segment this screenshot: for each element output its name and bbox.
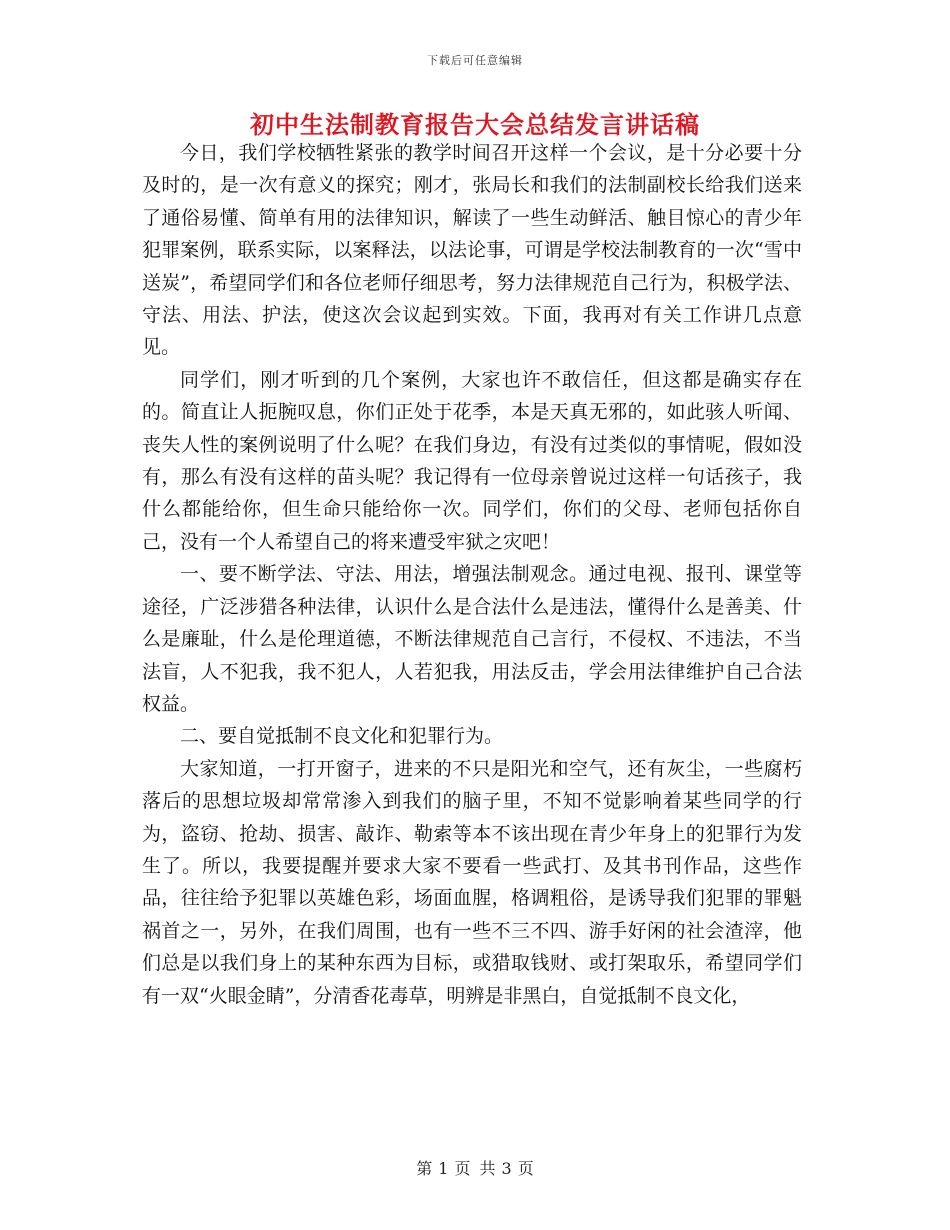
paragraph-4: 二、要自觉抵制不良文化和犯罪行为。 bbox=[180, 725, 504, 748]
paragraph-5: 大家知道，一打开窗子，进来的不只是阳光和空气，还有灰尘，一些腐朽落后的思想垃圾却常常渗入到我们的脑子里，不知不觉影响着某些同学的行为，盗窃、抢劫、损害、敲诈、勒索等本不该出现在青少年身上的犯罪行为发生了。所以，我要提醒并要求大家不要看一些武打、及其书刊作品，这些作品，往往给予犯罪以英雄色彩，场面血腥，格调粗俗，是诱导我们犯罪的罪魁祸首之一，另外，在我们周围，也有一些不三不四、游手好闲的社会渣滓，他们总是以我们身上的某种东西为目标，或猎取钱财、或打架取乐，希望同学们有一双“火眼金睛”，分清香花毒草，明辨是非黑白，自觉抵制不良文化， bbox=[142, 757, 802, 1007]
paragraph-3: 一、要不断学法、守法、用法，增强法制观念。通过电视、报刊、课堂等途径，广泛涉猎各种法律，认识什么是合法什么是违法，懂得什么是善美、什么是廉耻，什么是伦理道德，不断法律规范自己言行，不侵权、不违法，不当法盲，人不犯我，我不犯人，人若犯我，用法反击，学会用法律维护自己合法权益。 bbox=[142, 563, 802, 715]
document-title: 初中生法制教育报告大会总结发言讲话稿 bbox=[250, 110, 700, 139]
page-current: 1 bbox=[438, 1159, 449, 1178]
header-note: 下载后可任意编辑 bbox=[427, 54, 523, 67]
paragraph-2: 同学们，刚才听到的几个案例，大家也许不敢信任，但这都是确实存在的。简直让人扼腕叹息，你们正处于花季，本是天真无邪的，如此骇人听闻、丧失人性的案例说明了什么呢？在我们身边，有没有过类似的事情呢，假如没有，那么有没有这样的苗头呢？我记得有一位母亲曾说过这样一句话孩子，我什么都能给你，但生命只能给你一次。同学们，你们的父母、老师包括你自己，没有一个人希望自己的将来遭受牢狱之灾吧！ bbox=[142, 368, 802, 553]
document-body bbox=[142, 137, 802, 1012]
page-total: 3 bbox=[501, 1159, 512, 1178]
page-label-mid: 页 共 bbox=[454, 1159, 496, 1178]
page-label-suffix: 页 bbox=[517, 1159, 534, 1178]
page-label-prefix: 第 bbox=[416, 1159, 433, 1178]
page-footer bbox=[0, 1156, 950, 1179]
paragraph-1: 今日，我们学校牺牲紧张的教学时间召开这样一个会议，是十分必要十分及时的，是一次有意义的探究；刚才，张局长和我们的法制副校长给我们送来了通俗易懂、简单有用的法律知识，解读了一些生动鲜活、触目惊心的青少年犯罪案例，联系实际，以案释法，以法论事，可谓是学校法制教育的一次“雪中送炭”，希望同学们和各位老师仔细思考，努力法律规范自己行为，积极学法、守法、用法、护法，使这次会议起到实效。下面，我再对有关工作讲几点意见。 bbox=[142, 142, 802, 359]
